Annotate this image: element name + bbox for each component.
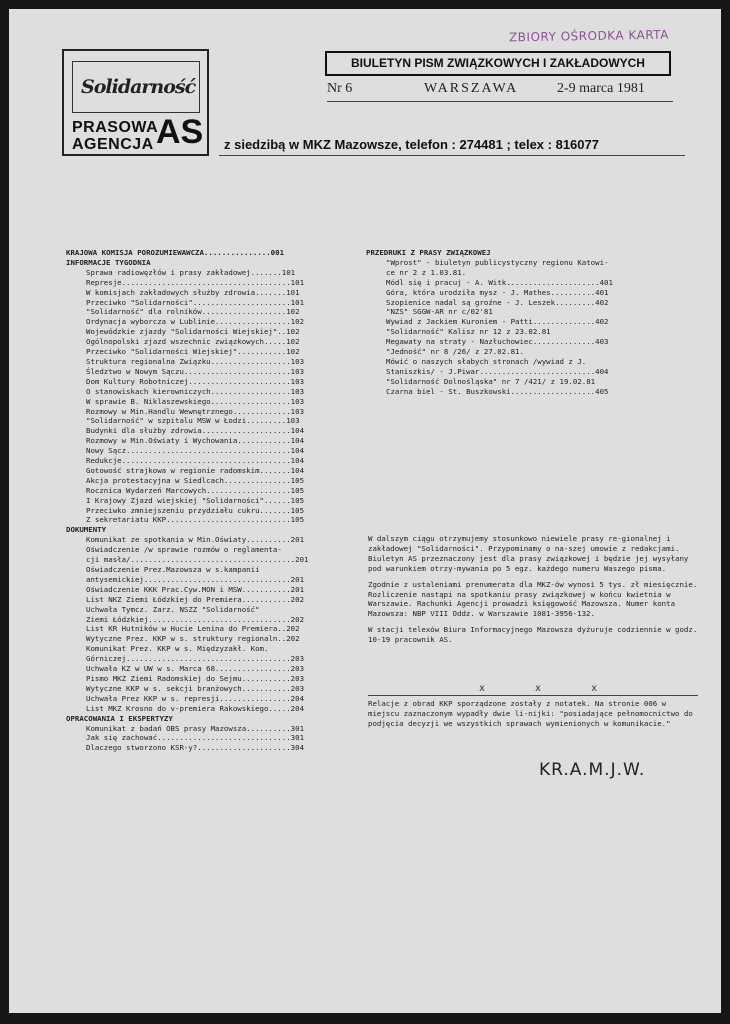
toc-entry: "Wprost" - biuletyn publicystyczny regionu Katowi- xyxy=(386,257,609,267)
handwritten-initials: KR.A.M.J.W. xyxy=(539,760,646,780)
toc-entry: Ordynacja wyborcza w Lublinie.................102 xyxy=(86,317,305,327)
correction-note: Relacje z obrad KKP sporządzone zostały z notatek. Na stronie 006 w miejscu zaznaczonym wypadły dwie li-nijki: "posiadające pełnomocnictwo do podjęcia decyzji we wszystkich sprawach wymienionych w komunikacie." xyxy=(368,695,698,729)
toc-entry: Pismo MKZ Ziemi Radomskiej do Sejmu...........203 xyxy=(86,673,305,683)
toc-entry: Wytyczne Prez. KKP w s. struktury regionaln..202 xyxy=(86,634,300,644)
toc-entry: Represje......................................101 xyxy=(86,277,305,287)
archive-stamp: ZBIORY OŚRODKA KARTA xyxy=(508,27,669,45)
toc-entry: Góra, która urodziła mysz - J. Mathes..........401 xyxy=(386,287,609,297)
document-page xyxy=(9,9,721,1013)
toc-entry: Struktura regionalna Związku..................103 xyxy=(86,356,305,366)
toc-entry: Mówić o naszych słabych stronach /wywiad z J. xyxy=(386,356,587,366)
toc-entry: Przeciwko "Solidarności"......................101 xyxy=(86,297,305,307)
table-of-contents-right xyxy=(366,248,613,397)
toc-entry: "Solidarność" Kalisz nr 12 z 23.02.81 xyxy=(386,327,551,337)
toc-entry: Rocznica Wydarzeń Marcowych...................105 xyxy=(86,485,305,495)
toc-entry: Szopienice nadal są groźne - J. Leszek.........402 xyxy=(386,297,609,307)
agency-logo xyxy=(62,49,209,156)
header-rule xyxy=(327,101,673,102)
toc-entry: I Krajowy Zjazd wiejskiej "Solidarności"......105 xyxy=(86,495,305,505)
contact-rule xyxy=(219,155,685,156)
toc-entry: Wojewódzkie zjazdy "Solidarności Wiejskiej"..102 xyxy=(86,327,300,337)
toc-entry: Megawaty na straty - Nazłuchowiec..............403 xyxy=(386,337,609,347)
toc-entry: Oświadczenie Prez.Mazowsza w s.kampanii xyxy=(86,565,260,574)
contact-line: z siedzibą w MKZ Mazowsze, telefon : 274481 ; telex : 816077 xyxy=(224,137,599,152)
toc-entry: Rozmowy w Min.Handlu Wewnętrznego.............103 xyxy=(86,406,305,416)
issue-number: Nr 6 xyxy=(327,81,353,96)
toc-entry: Śledztwo w Nowym Sączu........................103 xyxy=(86,366,305,376)
toc-entry: List MKZ Krosno do v-premiera Rakowskiego.....204 xyxy=(86,703,305,713)
issue-city: WARSZAWA xyxy=(424,81,519,96)
toc-entry: Staniszkis/ - J.Piwar..........................404 xyxy=(386,366,609,376)
toc-section-heading: DOKUMENTY xyxy=(66,525,107,535)
section-separator: x x x xyxy=(479,683,620,694)
solidarnosc-logo-text: Solidarność xyxy=(81,76,196,98)
toc-entry: Dom Kultury Robotniczej.......................103 xyxy=(86,376,305,386)
note-paragraph: Zgodnie z ustaleniami prenumerata dla MKZ-ów wynosi 5 tys. zł miesięcznie. Rozliczenie nastąpi na spotkaniu prasy związkowej w końcu kwietnia w Warszawie. Rachunki Agencji prowadzi księgowość Mazowsza. Numer konta Mazowsza: NBP VIII Oddz. w Warszawie 1081-3956-132. xyxy=(368,579,698,619)
toc-section-heading: PRZEDRUKI Z PRASY ZWIĄZKOWEJ xyxy=(366,248,491,257)
toc-entry: Gotowość strajkowa w regionie radomskim.......104 xyxy=(86,465,305,475)
toc-section-heading: OPRACOWANIA I EKSPERTYZY xyxy=(66,713,173,723)
toc-entry: Redukcje......................................104 xyxy=(86,456,305,466)
toc-entry: Komunikat ze spotkania w Min.Oświaty..........201 xyxy=(86,535,305,545)
toc-entry: List KR Hutników w Hucie Lenina do Premiera..202 xyxy=(86,624,300,634)
toc-entry: List NKZ Ziemi Łódzkiej do Premiera...........202 xyxy=(86,594,305,604)
bulletin-banner: BIULETYN PISM ZWIĄZKOWYCH I ZAKŁADOWYCH xyxy=(325,51,671,76)
toc-entry: Oświadczenie /w sprawie rozmów o reglamenta- xyxy=(86,545,282,555)
toc-entry: Ogólnopolski zjazd wszechnic związkowych.....102 xyxy=(86,337,300,347)
editorial-notes xyxy=(368,534,703,651)
toc-entry: O stanowiskach kierowniczych..................103 xyxy=(86,386,305,396)
table-of-contents-left xyxy=(66,248,308,753)
toc-entry: "Solidarność" dla rolników...................102 xyxy=(86,307,300,317)
toc-entry: Uchwała Tymcz. Zarz. NSZZ "Solidarność" xyxy=(86,604,260,614)
toc-entry: Wywiad z Jackiem Kuroniem - Patti..............402 xyxy=(386,317,609,327)
toc-entry: Budynki dla służby zdrowia....................104 xyxy=(86,426,305,436)
toc-entry: "Solidarność" w szpitalu MSW w Łodzi.........103 xyxy=(86,416,300,426)
toc-entry: Górniczej.....................................203 xyxy=(86,654,305,664)
toc-entry: "Jedność" nr 8 /26/ z 27.02.81. xyxy=(386,347,524,357)
toc-entry: Uchwała Prez KKP w s. represji................204 xyxy=(86,693,305,703)
note-paragraph: W stacji telexów Biura Informacyjnego Mazowsza dyżuruje codziennie w godz. 10-19 pracownik AS. xyxy=(368,625,698,645)
issue-date: 2-9 marca 1981 xyxy=(557,81,645,96)
toc-entry: Nowy Sącz.....................................104 xyxy=(86,446,305,456)
toc-entry: Uchwała KZ w UW w s. Marca 68.................203 xyxy=(86,664,305,674)
toc-entry: Akcja protestacyjna w Siedlcach...............105 xyxy=(86,475,305,485)
toc-entry: antysemickiej.................................201 xyxy=(86,574,305,584)
note-paragraph: W dalszym ciągu otrzymujemy stosunkowo niewiele prasy re-gionalnej i zakładowej "Solidarności". Przypominamy o na-szej umowie z redakcjami. Biuletyn AS przeznaczony jest dla prasy związkowej i będzie jej wysyłany pod warunkiem otrzy-mywania po 5 egz. każdego numeru Waszego pisma. xyxy=(368,534,689,573)
toc-entry: Módl się i pracuj - A. Witk.....................401 xyxy=(386,277,613,287)
toc-entry: cji masła/.....................................201 xyxy=(86,555,309,565)
toc-entry: W sprawie B. Niklaszewskiego..................103 xyxy=(86,396,305,406)
toc-entry: Wytyczne KKP w s. sekcji branżowych...........203 xyxy=(86,683,305,693)
toc-entry: Oświadczenie KKK Prac.Cyw.MON i MSW...........201 xyxy=(86,584,305,594)
toc-entry: "Solidarność Dolnośląska" nr 7 /421/ z 19.02.81 xyxy=(386,376,596,386)
toc-entry: Komunikat Prez. KKP w s. Międzyzakł. Kom. xyxy=(86,644,269,654)
toc-entry: ce nr 2 z 1.03.81. xyxy=(386,267,467,277)
toc-entry: Dlaczego stworzono KSR-y?.....................304 xyxy=(86,743,305,753)
toc-entry: Czarna biel - St. Buszkowski...................405 xyxy=(386,386,609,396)
toc-entry: Jak się zachować..............................301 xyxy=(86,733,305,743)
toc-entry: "NZS" SGGW-AR nr c/02'81 xyxy=(386,307,493,317)
solidarnosc-logo-box xyxy=(72,61,200,113)
toc-entry: Przeciwko zmniejszeniu przydziału cukru.......105 xyxy=(86,505,305,515)
agency-as-mark: AS xyxy=(156,113,204,151)
toc-section-heading: KRAJOWA KOMISJA POROZUMIEWAWCZA...............001 xyxy=(66,248,285,257)
toc-entry: Z sekretariatu KKP............................105 xyxy=(86,515,305,525)
agency-name-line2: AGENCJA xyxy=(72,136,154,153)
toc-entry: W komisjach zakładowych służby zdrowia.......101 xyxy=(86,287,300,297)
toc-entry: Rozmowy w Min.Oświaty i Wychowania............104 xyxy=(86,436,305,446)
toc-entry: Ziemi Łódzkiej................................202 xyxy=(86,614,305,624)
agency-name-line1: PRASOWA xyxy=(72,119,159,136)
toc-entry: Sprawa radiowęzłów i prasy zakładowej.......101 xyxy=(86,267,296,277)
toc-section-heading: INFORMACJE TYGODNIA xyxy=(66,257,151,267)
toc-entry: Przeciwko "Solidarności Wiejskiej"...........102 xyxy=(86,347,300,357)
toc-entry: Komunikat z badań OBS prasy Mazowsza..........301 xyxy=(86,723,305,733)
